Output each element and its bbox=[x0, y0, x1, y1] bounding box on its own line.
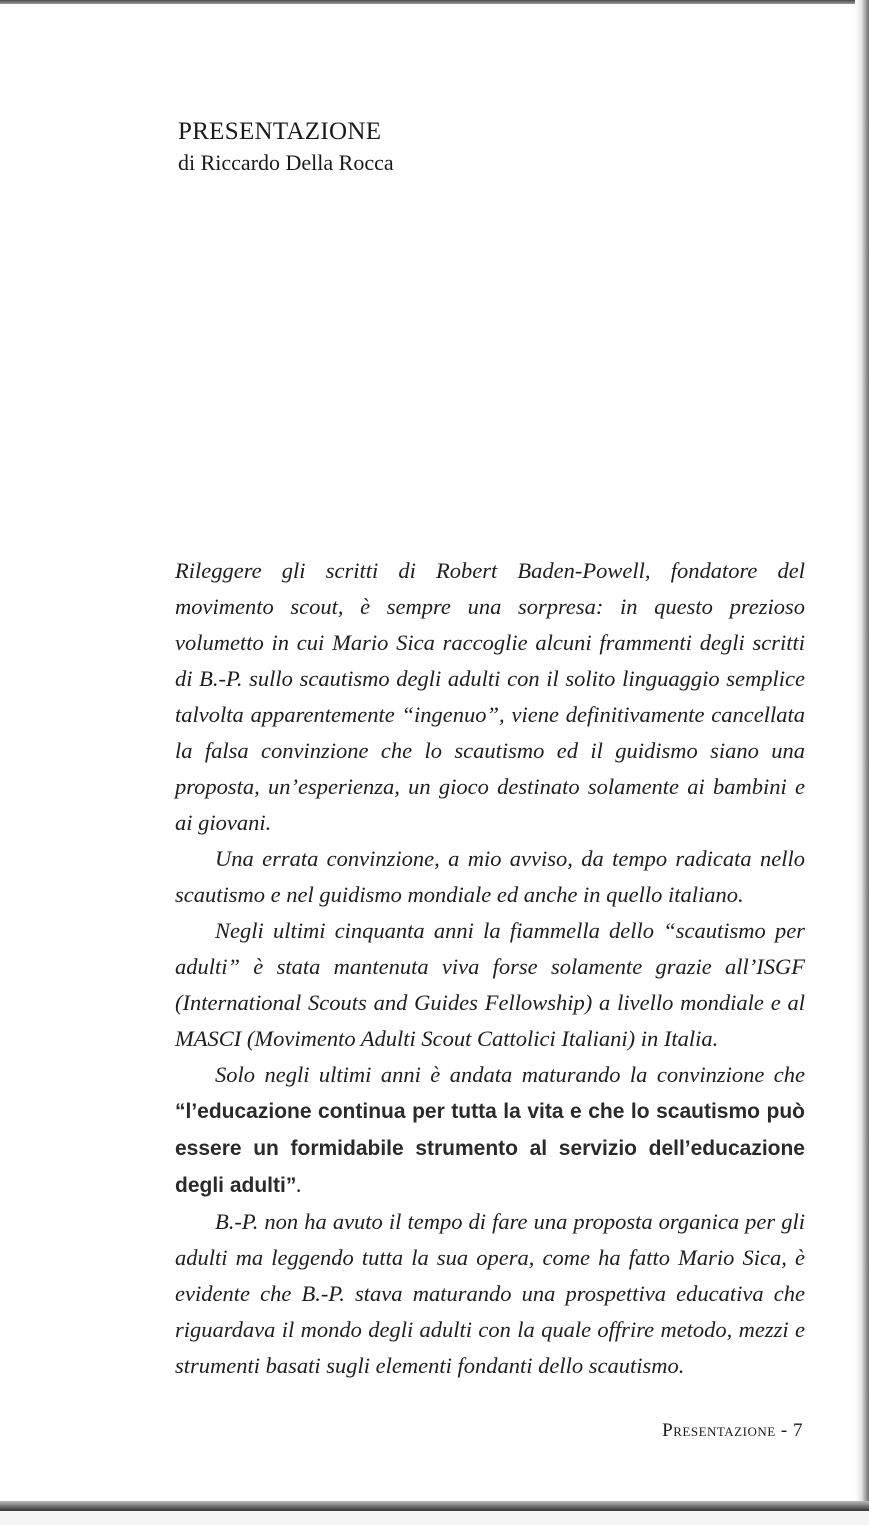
paragraph-4-end: . bbox=[296, 1172, 302, 1197]
body-text bbox=[175, 553, 805, 1384]
paragraph-4-intro: Solo negli ultimi anni è andata maturando la convinzione che bbox=[215, 1062, 805, 1087]
page-top-edge bbox=[0, 0, 869, 4]
section-header bbox=[178, 116, 394, 178]
paragraph-4 bbox=[175, 1057, 805, 1204]
paragraph-5: B.-P. non ha avuto il tempo di fare una proposta organica per gli adulti ma leggendo tutta la sua opera, come ha fatto Mario Sica, è evidente che B.-P. stava maturando una prospettiva educativa che riguardava il mondo degli adulti con la quale offrire metodo, mezzi e strumenti basati sugli elementi fondanti dello scautismo. bbox=[175, 1209, 805, 1378]
page-bottom-edge bbox=[0, 1501, 869, 1511]
paragraph-2: Una errata convinzione, a mio avviso, da tempo radicata nello scautismo e nel guidismo mondiale ed anche in quello italiano. bbox=[175, 846, 805, 907]
section-title: PRESENTAZIONE bbox=[178, 118, 382, 145]
paragraph-3: Negli ultimi cinquanta anni la fiammella dello “scautismo per adulti” è stata mantenuta viva forse solamente grazie all’ISGF (International Scouts and Guides Fellowship) a livello mondiale e al MASCI (Movimento Adulti Scout Cattolici Italiani) in Italia. bbox=[175, 918, 805, 1051]
page-right-edge bbox=[855, 0, 869, 1525]
paragraph-1: Rileggere gli scritti di Robert Baden-Powell, fondatore del movimento scout, è sempre una sorpresa: in questo prezioso volumetto in cui Mario Sica raccoglie alcuni frammenti degli scritti di B.-P. sullo scautismo degli adulti con il solito linguaggio semplice talvolta apparentemente “ingenuo”, viene definitivamente cancellata la falsa convinzione che lo scautismo ed il guidismo siano una proposta, un’esperienza, un gioco destinato solamente ai bambini e ai giovani. bbox=[175, 558, 805, 835]
paragraph-4-quote: “l’educazione continua per tutta la vita e che lo scautismo può essere un formidabile strumento al servizio dell’educazione degli adulti” bbox=[175, 1100, 805, 1197]
page-bottom-band bbox=[0, 1511, 869, 1525]
running-footer: Presentazione - 7 bbox=[662, 1420, 803, 1441]
section-author: di Riccardo Della Rocca bbox=[178, 150, 394, 175]
